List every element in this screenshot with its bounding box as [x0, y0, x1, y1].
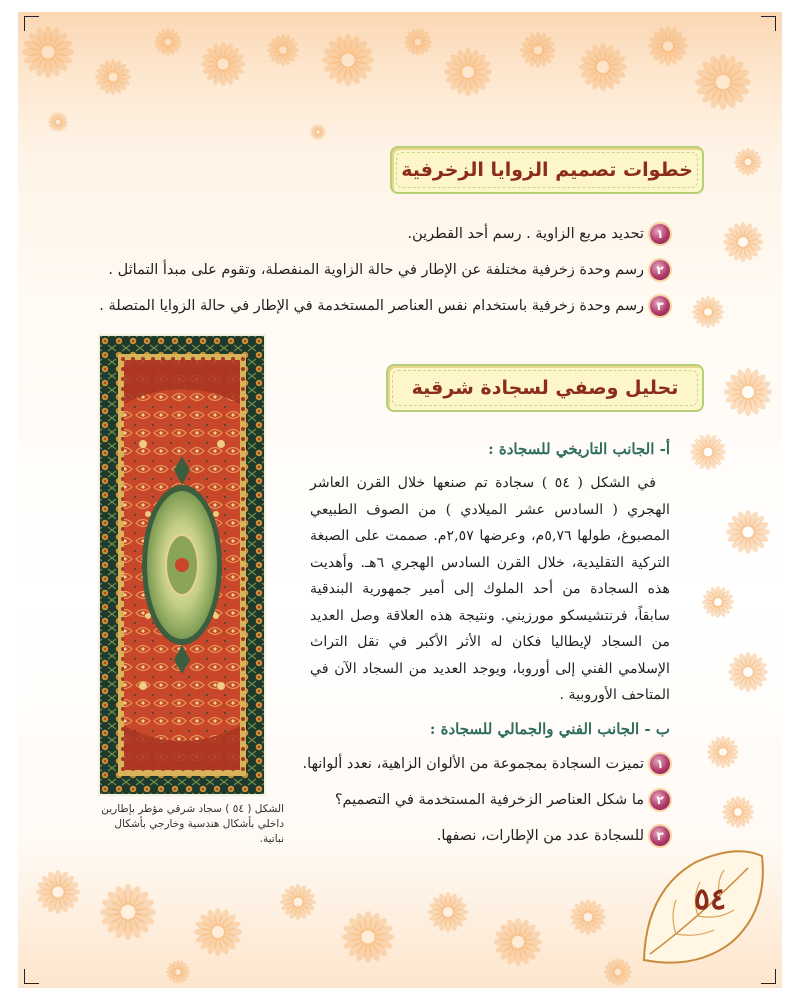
flower-decoration	[726, 510, 770, 554]
figure-caption: الشكل ( ٥٤ ) سجاد شرقي مؤطر بإطارين داخلي بأشكال هندسية وخارجي بأشكال نباتية.	[101, 803, 284, 845]
section-heading-carpet-analysis	[386, 364, 704, 412]
flower-decoration	[166, 960, 190, 984]
historical-aspect-heading: أ- الجانب التاريخي للسجادة :	[488, 440, 670, 458]
flower-decoration	[707, 736, 739, 768]
flower-decoration	[404, 28, 432, 56]
flower-decoration	[722, 796, 754, 828]
flower-decoration	[95, 59, 131, 95]
question-text: ما شكل العناصر الزخرفية المستخدمة في التصميم؟	[334, 792, 644, 808]
flower-decoration	[322, 34, 374, 86]
flower-decoration	[728, 652, 768, 692]
historical-paragraph: في الشكل ( ٥٤ ) سجادة تم صنعها خلال القرن العاشر الهجري ( السادس عشر الميلادي ) من الصوف الطبيعي المصبوغ، طولها ٥,٧٦م، وعرضها ٢,٥٧م. صممت على الصبغة التركية التقليدية، خلال القرن السادس الهجري ٦هـ. وأهديت هذه السجادة من أحد الملوك إلى أمير جمهورية البندقية سابقاً، فرنتشيسكو مورزيني. ونتيجة هذه العلاقة وصل العديد من السجاد لإيطاليا فكان له الأثر الأكبر في نقل التراث الإسلامي الفني إلى أوروبا، ويوجد العديد من السجاد الآن في المتاحف الأوروبية .	[310, 475, 670, 703]
flower-decoration	[604, 958, 632, 986]
list-item	[110, 252, 670, 288]
list-item	[290, 746, 670, 782]
flower-decoration	[428, 892, 468, 932]
number-bullet: ١	[650, 224, 670, 244]
design-steps-list	[99, 216, 670, 324]
number-bullet: ٣	[650, 296, 670, 316]
step-text: رسم وحدة زخرفية مختلفة عن الإطار في حالة الزاوية المنفصلة، وتقوم على مبدأ التماثل .	[108, 262, 644, 278]
flower-decoration	[342, 911, 394, 963]
flower-decoration	[22, 26, 74, 78]
flower-decoration	[194, 908, 242, 956]
section-heading-text: خطوات تصميم الزوايا الزخرفية	[401, 159, 693, 181]
flower-decoration	[310, 124, 326, 140]
artistic-questions-list	[290, 746, 670, 854]
number-bullet: ١	[650, 754, 670, 774]
flower-decoration	[579, 43, 627, 91]
question-text: تميزت السجادة بمجموعة من الألوان الزاهية، نعدد ألوانها.	[302, 756, 644, 772]
page-number: ٥٤	[693, 882, 727, 917]
step-text: رسم وحدة زخرفية باستخدام نفس العناصر المستخدمة في الإطار في حالة الزوايا المتصلة .	[99, 298, 644, 314]
flower-decoration	[648, 26, 688, 66]
flower-decoration	[267, 34, 299, 66]
flower-decoration	[154, 28, 182, 56]
flower-decoration	[280, 884, 316, 920]
list-item	[99, 288, 670, 324]
number-bullet: ٣	[650, 826, 670, 846]
number-bullet: ٢	[650, 790, 670, 810]
carpet-image	[98, 334, 266, 796]
flower-decoration	[100, 884, 156, 940]
flower-decoration	[48, 112, 68, 132]
question-text: للسجادة عدد من الإطارات، نصفها.	[436, 828, 644, 844]
list-item	[110, 216, 670, 252]
textbook-page	[18, 12, 782, 988]
flower-decoration	[520, 32, 556, 68]
flower-decoration	[36, 870, 80, 914]
flower-decoration	[692, 296, 724, 328]
list-item	[290, 782, 670, 818]
artistic-aspect-heading: ب - الجانب الفني والجمالي للسجادة :	[429, 720, 670, 738]
section-heading-text: تحليل وصفي لسجادة شرقية	[411, 377, 679, 399]
flower-decoration	[690, 434, 726, 470]
flower-decoration	[734, 148, 762, 176]
number-bullet: ٢	[650, 260, 670, 280]
flower-decoration	[444, 48, 492, 96]
step-text: تحديد مربع الزاوية . رسم أحد القطرين.	[407, 226, 644, 242]
flower-decoration	[494, 918, 542, 966]
flower-decoration	[695, 54, 751, 110]
flower-decoration	[724, 368, 772, 416]
section-heading-corner-design	[390, 146, 704, 194]
flower-decoration	[723, 222, 763, 262]
flower-decoration	[570, 899, 606, 935]
flower-decoration	[702, 586, 734, 618]
flower-decoration	[201, 42, 245, 86]
list-item	[290, 818, 670, 854]
